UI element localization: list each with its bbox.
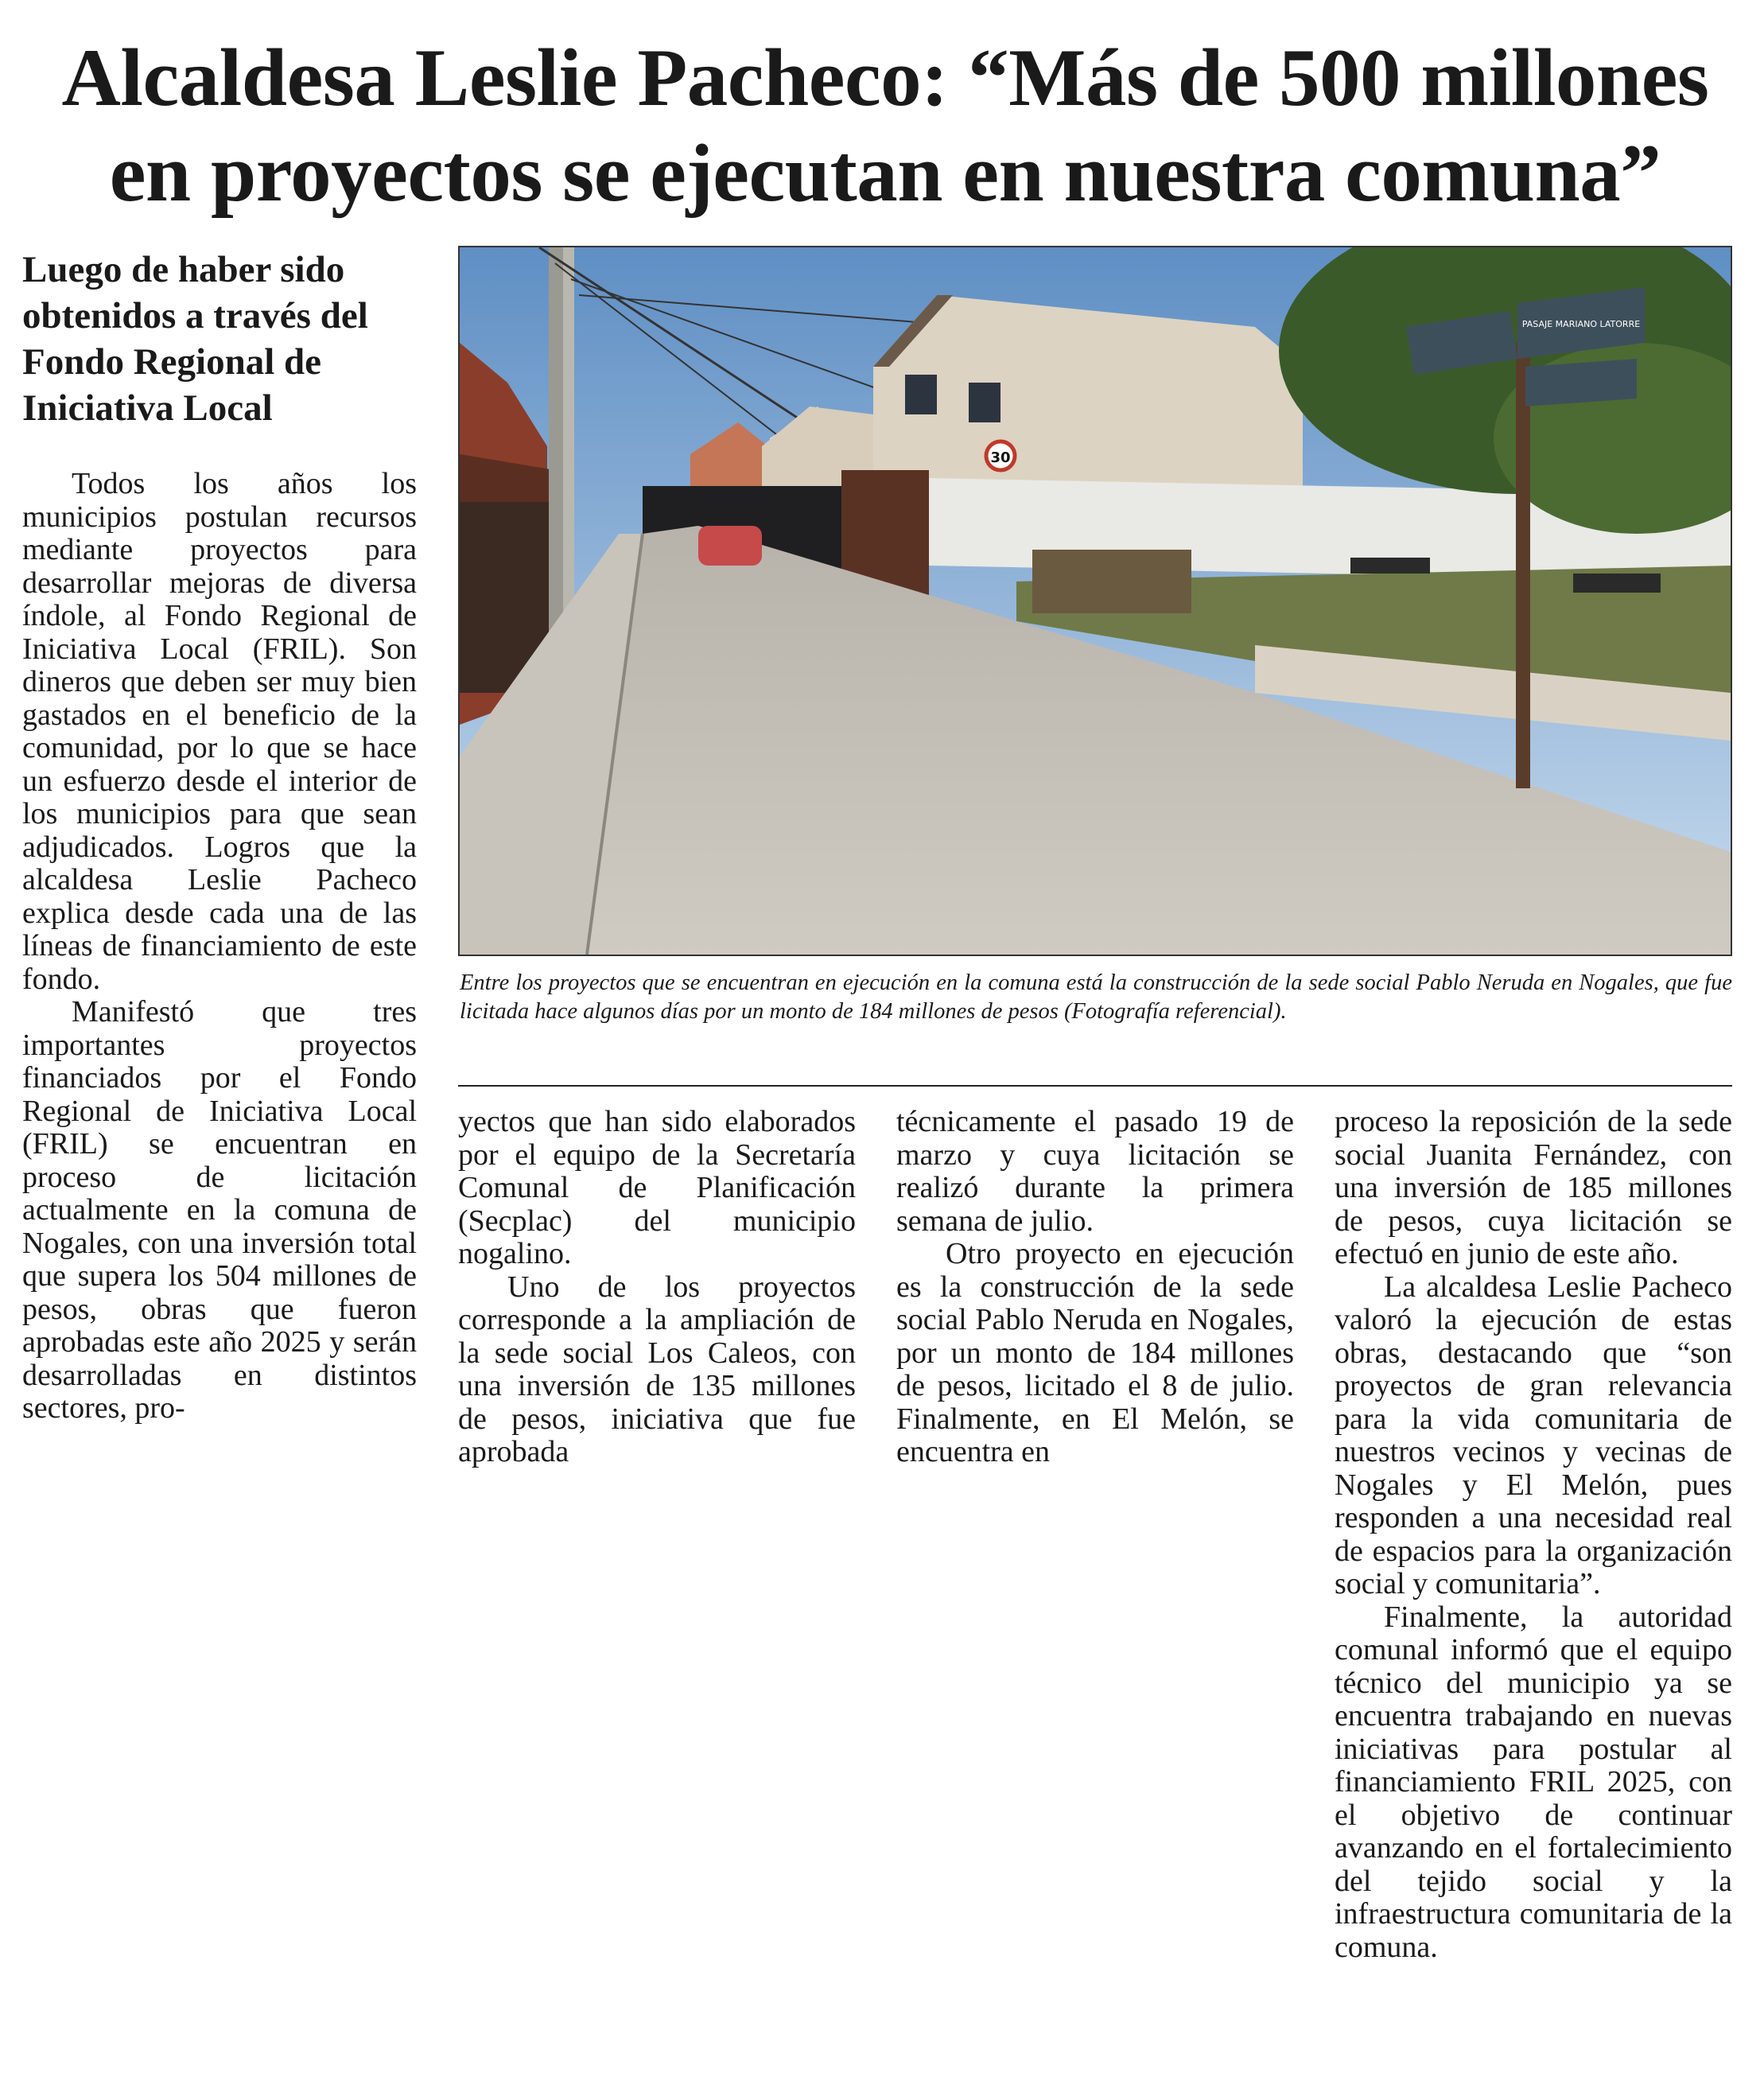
paragraph: Uno de los proyectos corresponde a la ampliación de la sede social Los Caleos, con una inversión de 135 millones de pesos, iniciativa que fue aprobada [458,1270,856,1468]
photo-caption: Entre los proyectos que se encuentran en ejecución en la comuna está la construcción de la sede social Pablo Neruda en Nogales, que fue licitada hace algunos días por un monto de 184 millones de pesos (Fotografía referencial). [460,970,1732,1024]
paragraph: yectos que han sido elaborados por el equipo de la Secretaría Comunal de Planificación (Secplac) del municipio nogalino. [458,1105,856,1270]
paragraph: Manifestó que tres importantes proyectos financiados por el Fondo Regional de Iniciativa Local (FRIL) se encuentran en proceso de licitación actualmente en la comuna de Nogales, con una inversión total que supera los 504 millones de pesos, obras que fueron aprobadas este año 2025 y serán desarrolladas en distintos sectores, pro- [22,995,417,1425]
column-1 [22,468,417,1425]
paragraph: técnicamente el pasado 19 de marzo y cuya licitación se realizó durante la primera semana de julio. [896,1105,1294,1238]
paragraph: Otro proyecto en ejecución es la construcción de la sede social Pablo Neruda en Nogales, por un monto de 184 millones de pesos, licitado el 8 de julio. Finalmente, en El Melón, se encuentra en [896,1237,1294,1468]
column-4 [1335,1106,1732,1964]
subheadline: Luego de haber sido obtenidos a través del Fondo Regional de Iniciativa Local [22,249,368,429]
column-3 [896,1106,1294,1469]
column-2 [458,1106,856,1469]
speed-limit-sign-text: 30 [990,449,1011,466]
paragraph: Finalmente, la autoridad comunal informó que el equipo técnico del municipio ya se encuentra trabajando en nuevas iniciativas para postular al financiamiento FRIL 2025, con el objetivo de continuar avanzando en el fortalecimiento del tejido social y la infraestructura comunitaria de la comuna. [1335,1600,1732,1964]
column-divider-rule [458,1085,1732,1087]
paragraph: La alcaldesa Leslie Pacheco valoró la ejecución de estas obras, destacando que “son proyectos de gran relevancia para la vida comunitaria de nuestros vecinos y vecinas de Nogales y El Melón, pues responden a una necesidad real de espacios para la organización social y comunitaria”. [1335,1270,1732,1600]
street-photo [458,246,1732,956]
paragraph: Todos los años los municipios postulan recursos mediante proyectos para desarrollar mejoras de diversa índole, al Fondo Regional de Iniciativa Local (FRIL). Son dineros que deben ser muy bien gastados en el beneficio de la comunidad, por lo que se hace un esfuerzo desde el interior de los municipios para que sean adjudicados. Logros que la alcaldesa Leslie Pacheco explica desde cada una de las líneas de financiamiento de este fondo. [22,467,417,996]
street-sign-text: PASAJE MARIANO LATORRE [1521,319,1641,329]
paragraph: proceso la reposición de la sede social Juanita Fernández, con una inversión de 185 millones de pesos, cuya licitación se efectuó en junio de este año. [1335,1105,1732,1270]
headline: Alcaldesa Leslie Pacheco: “Más de 500 millones en proyectos se ejecutan en nuestra comuna” [61,33,1709,219]
